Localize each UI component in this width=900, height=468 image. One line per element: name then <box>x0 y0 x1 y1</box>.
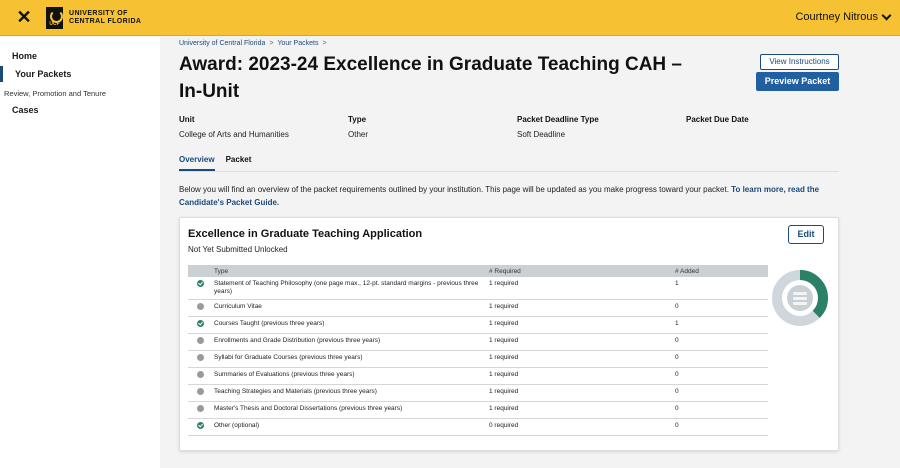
status-cell <box>188 402 212 419</box>
status-cell <box>188 351 212 368</box>
table-row[interactable] <box>188 300 768 317</box>
packet-guide-link[interactable]: To learn more, read the Candidate's Packet Guide. <box>179 185 820 207</box>
status-cell <box>188 419 212 436</box>
logo-text: UNIVERSITY OF CENTRAL FLORIDA <box>69 10 142 25</box>
user-menu[interactable] <box>795 11 890 23</box>
status-cell <box>188 317 212 334</box>
status-column-header <box>188 265 212 277</box>
tab-bar <box>179 154 262 171</box>
meta-deadline-type <box>517 115 599 139</box>
tab-divider <box>179 171 839 172</box>
tab-packet[interactable]: Packet <box>225 155 252 164</box>
table-row[interactable] <box>188 351 768 368</box>
check-circle-icon <box>197 422 204 429</box>
pending-dot-icon <box>197 388 204 395</box>
type-column-header: Type <box>212 265 487 277</box>
required-cell: 1 required <box>487 368 673 385</box>
tab-overview[interactable]: Overview <box>179 154 215 171</box>
added-cell: 0 <box>673 368 768 385</box>
meta-due-date <box>686 115 749 130</box>
required-cell: 1 required <box>487 385 673 402</box>
breadcrumb <box>179 40 331 47</box>
required-column-header: # Required <box>487 265 673 277</box>
type-cell: Curriculum Vitae <box>212 300 487 317</box>
type-cell: Other (optional) <box>212 419 487 436</box>
type-label: Type <box>348 115 367 124</box>
card-status: Not Yet Submitted Unlocked <box>188 245 288 254</box>
type-cell: Syllabi for Graduate Courses (previous three years) <box>212 351 487 368</box>
progress-donut <box>770 268 830 328</box>
status-cell <box>188 385 212 402</box>
breadcrumb-ucf[interactable]: University of Central Florida <box>179 40 266 47</box>
required-cell: 1 required <box>487 300 673 317</box>
unit-label: Unit <box>179 115 195 124</box>
requirements-card <box>179 217 839 451</box>
sidebar-item-your-packets[interactable]: Your Packets <box>0 66 71 82</box>
table-row[interactable] <box>188 334 768 351</box>
required-cell: 1 required <box>487 317 673 334</box>
type-cell: Courses Taught (previous three years) <box>212 317 487 334</box>
documents-icon <box>787 285 813 311</box>
table-row[interactable] <box>188 385 768 402</box>
added-cell: 1 <box>673 277 768 300</box>
status-cell <box>188 277 212 300</box>
deadline-type-value: Soft Deadline <box>517 130 566 139</box>
pending-dot-icon <box>197 303 204 310</box>
view-instructions-button[interactable]: View Instructions <box>760 54 839 70</box>
added-cell: 0 <box>673 334 768 351</box>
top-bar <box>0 0 900 36</box>
ucf-logo[interactable] <box>46 6 141 30</box>
breadcrumb-separator: > <box>322 40 327 47</box>
requirements-body <box>188 277 768 436</box>
unit-value: College of Arts and Humanities <box>179 130 289 139</box>
deadline-type-label: Packet Deadline Type <box>517 115 599 124</box>
type-cell: Summaries of Evaluations (previous three years) <box>212 368 487 385</box>
added-cell: 0 <box>673 419 768 436</box>
page-title: Award: 2023-24 Excellence in Graduate Teaching CAH – In-Unit <box>179 54 682 102</box>
type-value: Other <box>348 130 369 139</box>
intro-text <box>179 183 839 209</box>
status-cell <box>188 368 212 385</box>
close-icon[interactable]: ✕ <box>16 7 32 27</box>
breadcrumb-separator: > <box>269 40 274 47</box>
table-row[interactable] <box>188 317 768 334</box>
status-cell <box>188 334 212 351</box>
check-circle-icon <box>197 280 204 287</box>
required-cell: 1 required <box>487 402 673 419</box>
sidebar-item-home[interactable]: Home <box>12 51 38 61</box>
added-cell: 1 <box>673 317 768 334</box>
intro-body: Below you will find an overview of the packet requirements outlined by your institution. This page will be updated as you make progress toward your packet. <box>179 185 729 194</box>
sidebar-item-review-promotion-tenure[interactable]: Review, Promotion and Tenure <box>4 89 107 98</box>
type-cell: Statement of Teaching Philosophy (one page max., 12-pt. standard margins - previous three years) <box>212 277 487 300</box>
table-row[interactable] <box>188 277 768 300</box>
check-circle-icon <box>197 320 204 327</box>
pending-dot-icon <box>197 405 204 412</box>
table-row[interactable] <box>188 368 768 385</box>
status-cell <box>188 300 212 317</box>
ucf-pegasus-icon: UCF <box>46 7 63 29</box>
table-row[interactable] <box>188 419 768 436</box>
edit-button[interactable]: Edit <box>788 225 824 244</box>
sidebar-item-cases[interactable]: Cases <box>12 105 39 115</box>
type-cell: Master's Thesis and Doctoral Dissertations (previous three years) <box>212 402 487 419</box>
card-title: Excellence in Graduate Teaching Application <box>188 228 423 240</box>
required-cell: 1 required <box>487 334 673 351</box>
type-cell: Enrollments and Grade Distribution (previous three years) <box>212 334 487 351</box>
meta-unit <box>179 115 289 139</box>
chevron-down-icon <box>882 10 892 20</box>
pending-dot-icon <box>197 354 204 361</box>
table-row[interactable] <box>188 402 768 419</box>
pending-dot-icon <box>197 371 204 378</box>
added-cell: 0 <box>673 385 768 402</box>
due-date-label: Packet Due Date <box>686 115 749 124</box>
required-cell: 0 required <box>487 419 673 436</box>
required-cell: 1 required <box>487 351 673 368</box>
pending-dot-icon <box>197 337 204 344</box>
meta-type <box>348 115 368 139</box>
sidebar <box>0 37 160 468</box>
breadcrumb-your-packets[interactable]: Your Packets <box>277 40 319 47</box>
added-cell: 0 <box>673 351 768 368</box>
added-column-header: # Added <box>673 265 768 277</box>
requirements-table <box>188 265 768 436</box>
added-cell: 0 <box>673 402 768 419</box>
table-header-row <box>188 265 768 277</box>
added-cell: 0 <box>673 300 768 317</box>
preview-packet-button[interactable]: Preview Packet <box>756 72 839 91</box>
type-cell: Teaching Strategies and Materials (previous three years) <box>212 385 487 402</box>
user-name: Courtney Nitrous <box>795 11 878 23</box>
required-cell: 1 required <box>487 277 673 300</box>
